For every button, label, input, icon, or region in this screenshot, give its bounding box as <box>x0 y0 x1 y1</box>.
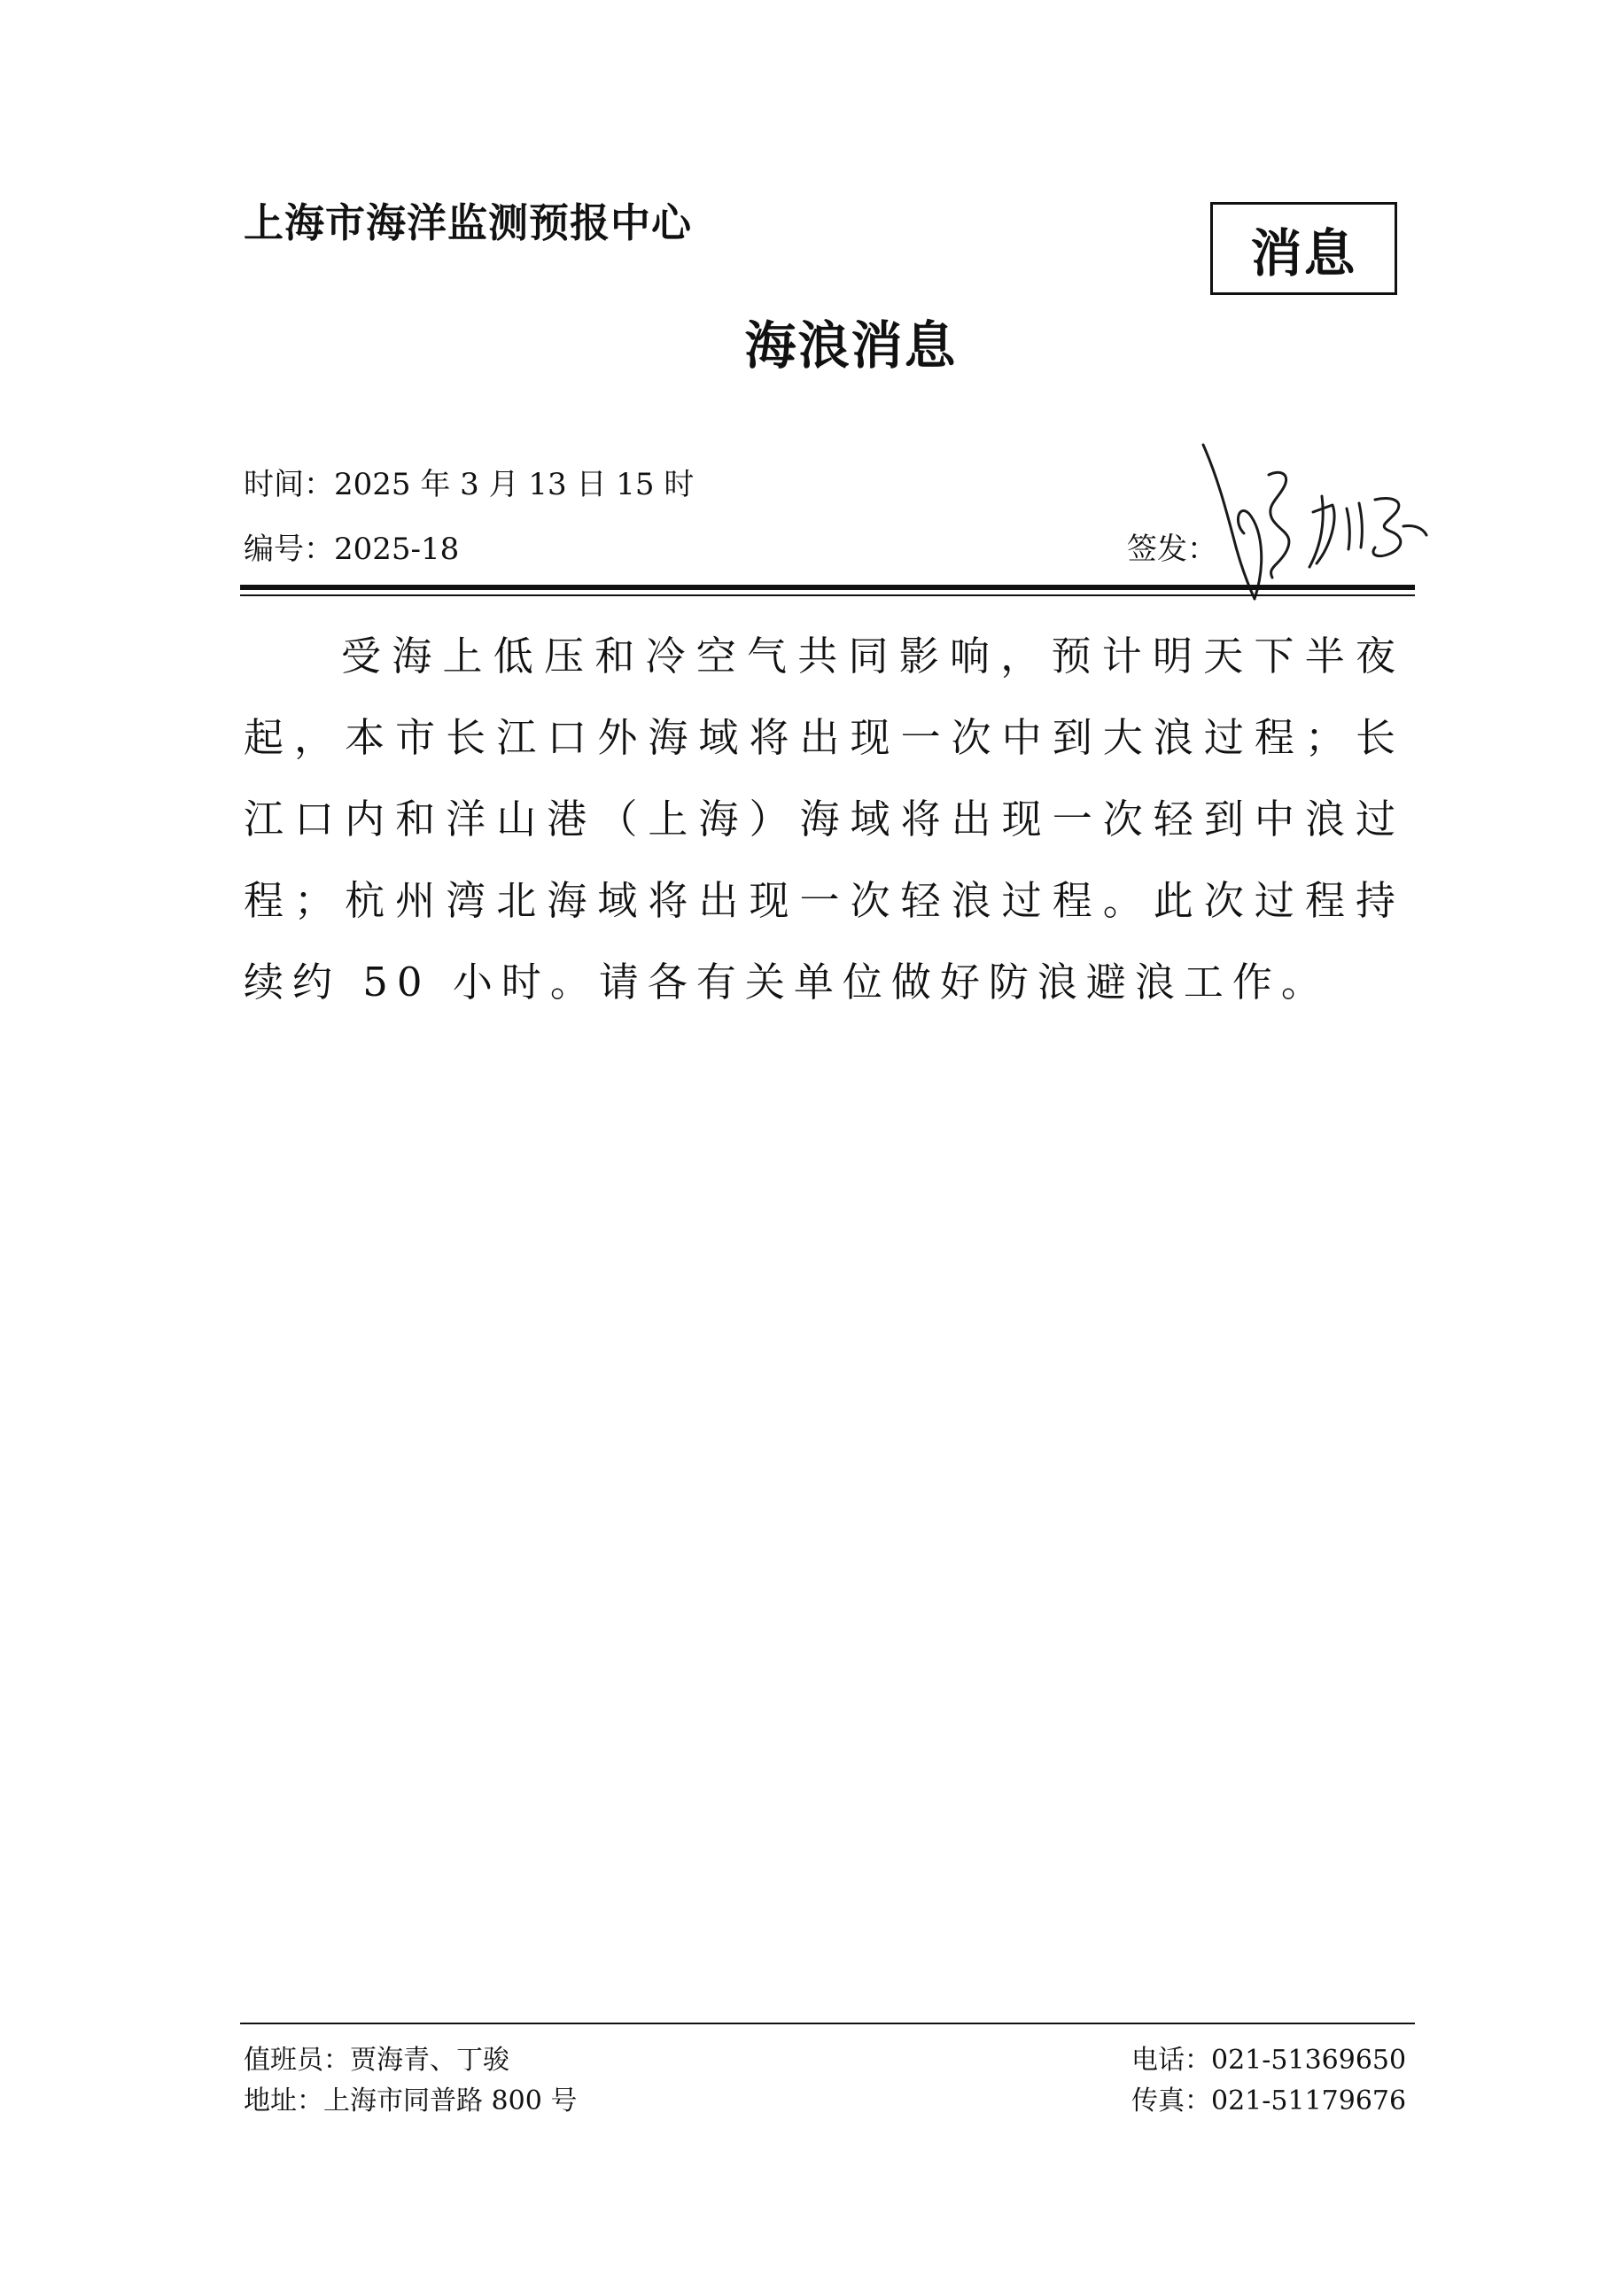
document-type-label: 消息 <box>1250 222 1357 283</box>
document-title: 海浪消息 <box>744 315 958 376</box>
phone: 电话：021-51369650 <box>1131 2045 1407 2076</box>
document-number: 编号：2025-18 <box>244 532 460 567</box>
issue-time: 时间：2025 年 3 月 13 日 15 时 <box>244 467 695 502</box>
organization-name: 上海市海洋监测预报中心 <box>244 199 693 246</box>
address: 地址：上海市同普路 800 号 <box>244 2085 578 2116</box>
signer-label: 签发： <box>1127 532 1217 567</box>
footer-divider <box>240 2023 1415 2024</box>
message-body: 受海上低压和冷空气共同影响，预计明天下半夜起，本市长江口外海域将出现一次中到大浪过程；长江口内和洋山港（上海）海域将出现一次轻到中浪过程；杭州湾北海域将出现一次轻浪过程。此次过程持续约 50 小时。请各有关单位做好防浪避浪工作。 <box>244 633 1404 1006</box>
document-type-box <box>1210 202 1397 295</box>
header-divider-thick <box>240 585 1415 590</box>
header-divider-thin <box>240 594 1415 596</box>
duty-staff: 值班员：贾海青、丁骏 <box>244 2045 509 2076</box>
fax: 传真：021-51179676 <box>1131 2085 1407 2116</box>
